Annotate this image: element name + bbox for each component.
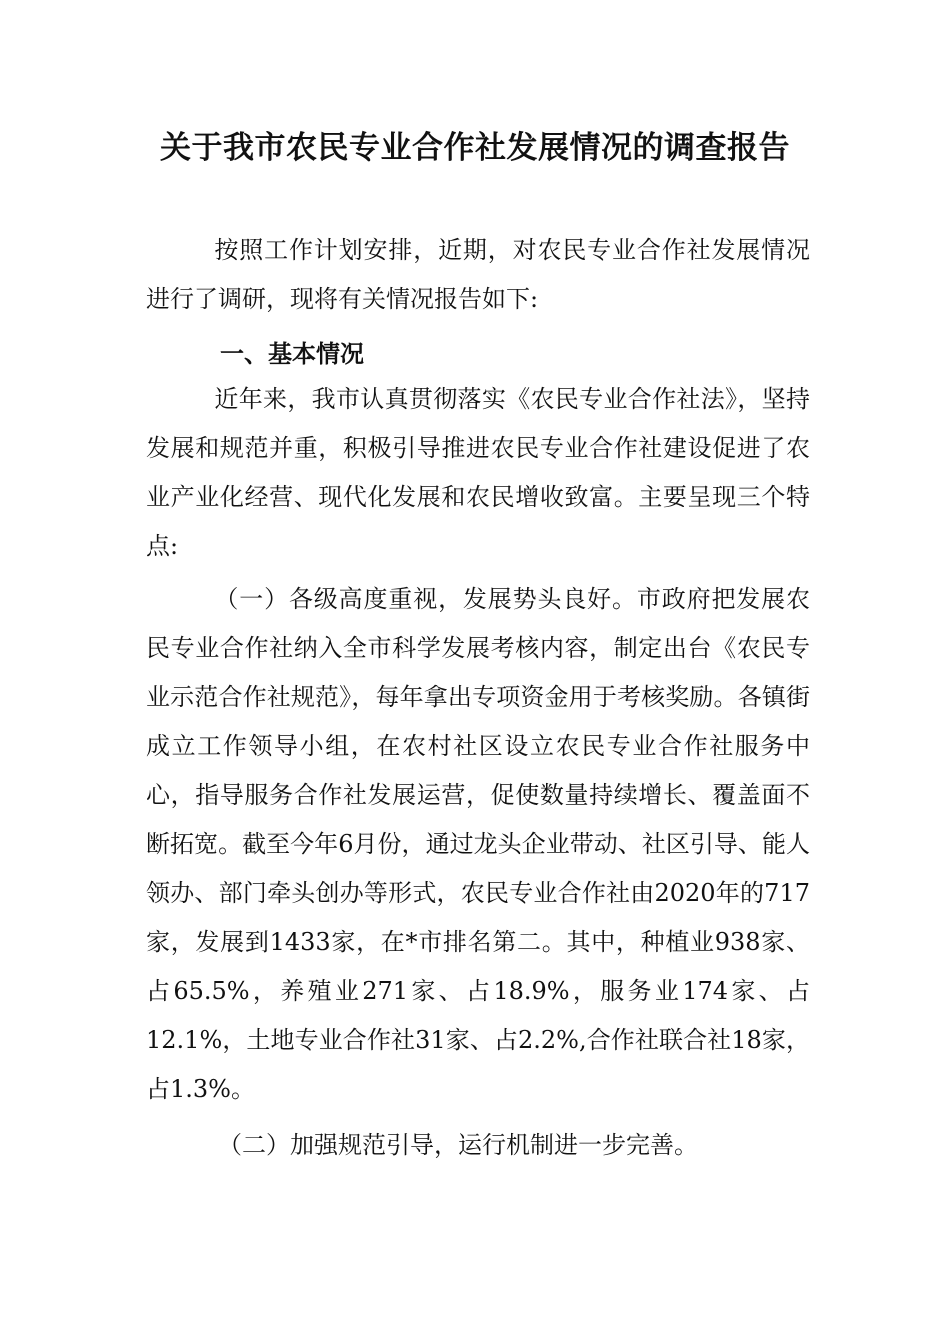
point-two-paragraph: （二）加强规范引导，运行机制进一步完善。 — [218, 1131, 698, 1159]
point-one-paragraph: （一）各级高度重视，发展势头良好。市政府把发展农民专业合作社纳入全市科学发展考核内容，制定出台《农民专业示范合作社规范》，每年拿出专项资金用于考核奖励。各镇街成立工作领导小组，在农村社区设立农民专业合作社服务中心，指导服务合作社发展运营，促使数量持续增长、覆盖面不断拓宽。截至今年6月份，通过龙头企业带动、社区引导、能人领办、部门牵头创办等形式，农民专业合作社由2020年的717家，发展到1433家，在*市排名第二。其中，种植业938家、占65.5%，养殖业271家、占18.9%，服务业174家、占12.1%，土地专业合作社31家、占2.2%,合作社联合社18家，占1.3%。 — [146, 585, 810, 1103]
section-heading-basic-situation: 一、基本情况 — [220, 340, 364, 368]
intro-paragraph: 按照工作计划安排，近期，对农民专业合作社发展情况进行了调研，现将有关情况报告如下: — [146, 236, 810, 313]
basic-situation-paragraph: 近年来，我市认真贯彻落实《农民专业合作社法》，坚持发展和规范并重，积极引导推进农民专业合作社建设促进了农业产业化经营、现代化发展和农民增收致富。主要呈现三个特点: — [146, 385, 810, 560]
document-title: 关于我市农民专业合作社发展情况的调查报告 — [160, 130, 790, 166]
